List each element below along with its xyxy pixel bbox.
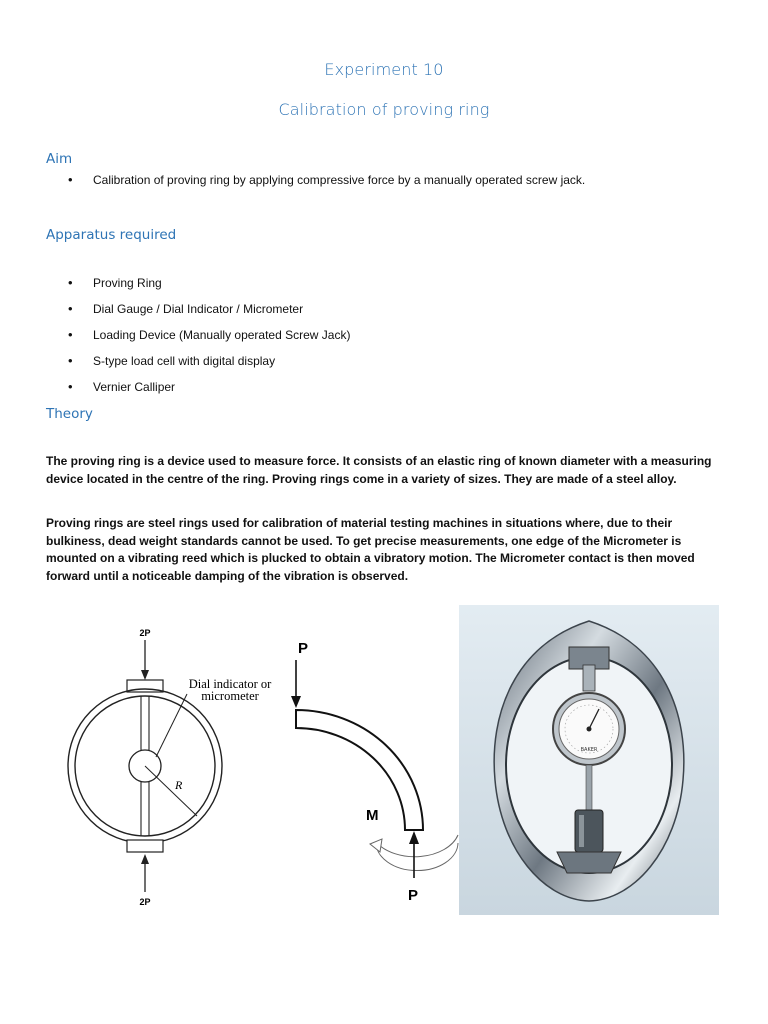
proving-ring-photo	[459, 605, 719, 915]
dial-brand-label: BAKER	[580, 747, 598, 753]
bottom-load-label: 2P	[139, 897, 151, 907]
theory-paragraph-2: Proving rings are steel rings used for calibration of material testing machines in situations where, due to their bulkiness, dead weight standards cannot be used. To get precise measurements, one edge of the Micrometer is mounted on a vibrating reed which is plucked to obtain a vibratory motion. The Micrometer contact is then moved forward until a noticeable damping of the vibration is observed.	[46, 516, 695, 583]
bottom-force-label: P	[408, 887, 419, 904]
apparatus-heading: Apparatus required	[46, 227, 177, 243]
theory-paragraph-1: The proving ring is a device used to measure force. It consists of an elastic ring of known diameter with a measuring device located in the centre of the ring. Proving rings come in a variety of sizes. They are made of a steel alloy.	[46, 454, 712, 486]
experiment-number: Experiment 10	[324, 60, 444, 79]
apparatus-item: • Vernier Calliper	[68, 380, 350, 395]
apparatus-item: • Proving Ring	[68, 276, 350, 291]
proving-ring-diagram	[55, 620, 290, 915]
aim-item: • Calibration of proving ring by applying compressive force by a manually operated screw jack.	[68, 173, 585, 188]
top-load-label: 2P	[139, 628, 151, 638]
apparatus-item: • S-type load cell with digital display	[68, 354, 350, 369]
aim-list	[68, 173, 585, 188]
radius-label: R	[175, 778, 183, 792]
aim-heading: Aim	[46, 151, 73, 167]
quarter-ring-free-body-diagram	[290, 630, 460, 910]
apparatus-item: • Loading Device (Manually operated Screw Jack)	[68, 328, 350, 343]
dial-indicator-label: Dial indicator or	[188, 677, 272, 691]
top-force-label: P	[298, 640, 309, 657]
page-title: Calibration of proving ring	[278, 100, 490, 119]
apparatus-list	[68, 276, 350, 395]
theory-heading: Theory	[46, 406, 93, 422]
apparatus-item: • Dial Gauge / Dial Indicator / Micrometer	[68, 302, 350, 317]
moment-label: M	[366, 807, 379, 824]
micrometer-label: micrometer	[201, 689, 259, 703]
